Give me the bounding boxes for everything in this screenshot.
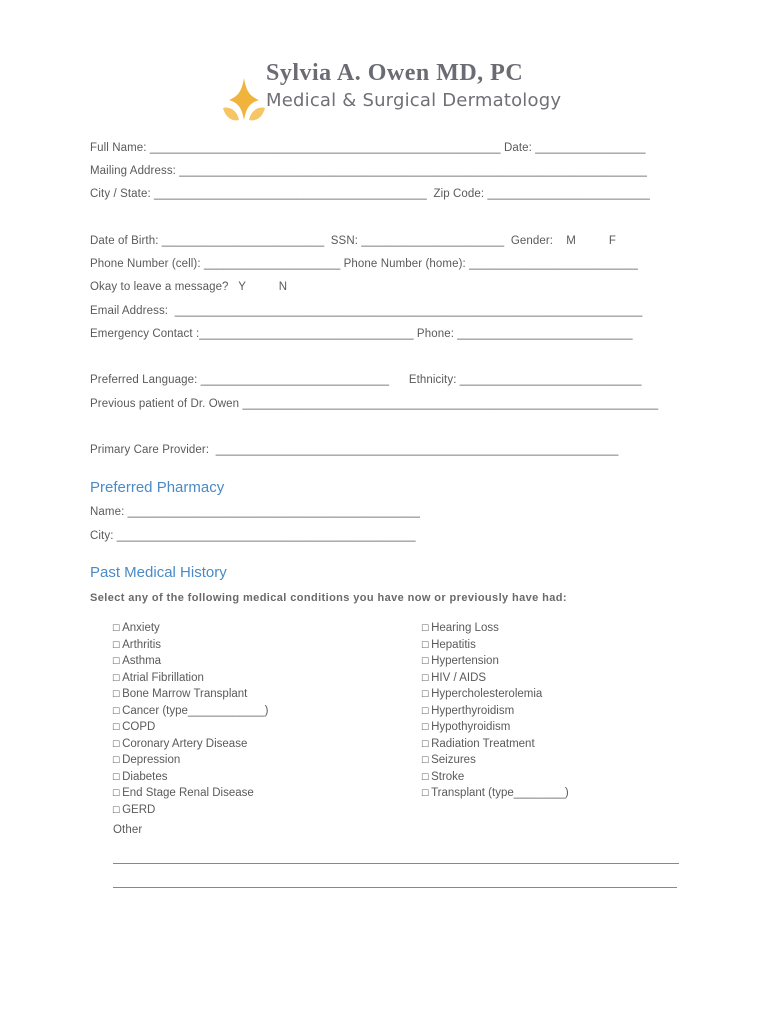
- condition-item[interactable]: [421, 770, 569, 787]
- checkbox-icon[interactable]: ☐: [421, 640, 430, 651]
- checkbox-icon[interactable]: ☐: [112, 789, 121, 799]
- condition-item[interactable]: [112, 786, 269, 803]
- checkbox-icon[interactable]: ☐: [421, 690, 430, 700]
- checkbox-icon[interactable]: ☐: [112, 805, 121, 816]
- condition-label: Cancer (type____________): [122, 704, 269, 717]
- checkbox-icon[interactable]: ☐: [421, 706, 430, 717]
- primary-care-field[interactable]: Primary Care Provider: ______________________________________________________________: [90, 444, 619, 456]
- condition-label: Transplant (type________): [431, 787, 569, 799]
- checkbox-icon[interactable]: ☐: [112, 772, 121, 783]
- condition-label: Stroke: [431, 770, 465, 783]
- logo: [210, 58, 260, 112]
- dob-ssn-gender-field[interactable]: Date of Birth: _________________________ SSN: ______________________ Gender: M F: [90, 235, 617, 247]
- condition-label: Hypercholesterolemia: [431, 688, 543, 700]
- message-field[interactable]: Okay to leave a message? Y N: [90, 281, 288, 293]
- condition-label: Diabetes: [122, 770, 168, 783]
- condition-label: HIV / AIDS: [431, 671, 487, 684]
- checkbox-icon[interactable]: ☐: [112, 756, 121, 766]
- condition-label: Seizures: [431, 754, 476, 766]
- condition-label: COPD: [122, 721, 156, 733]
- other-line-1[interactable]: [113, 863, 679, 864]
- pharmacy-city-field[interactable]: City: ______________________________________________: [90, 530, 416, 542]
- condition-item[interactable]: [421, 638, 569, 655]
- condition-item[interactable]: [112, 654, 269, 671]
- other-label: Other: [113, 824, 143, 836]
- condition-item[interactable]: [421, 704, 569, 721]
- conditions-left-column: [112, 621, 269, 819]
- checkbox-icon[interactable]: ☐: [112, 723, 121, 733]
- condition-item[interactable]: [421, 786, 569, 803]
- history-instruction: Select any of the following medical conditions you have now or previously have had:: [90, 592, 567, 604]
- mailing-address-field[interactable]: Mailing Address: ________________________________________________________________________: [90, 165, 647, 177]
- condition-item[interactable]: [112, 621, 269, 638]
- checkbox-icon[interactable]: ☐: [112, 706, 121, 717]
- condition-label: Hyperthyroidism: [431, 704, 515, 717]
- condition-label: Hypothyroidism: [431, 721, 511, 733]
- condition-label: Atrial Fibrillation: [122, 671, 204, 684]
- condition-item[interactable]: [421, 654, 569, 671]
- checkbox-icon[interactable]: ☐: [421, 772, 430, 783]
- condition-label: Radiation Treatment: [431, 737, 535, 750]
- previous-patient-field[interactable]: Previous patient of Dr. Owen ________________________________________________________________: [90, 398, 659, 410]
- phone-field[interactable]: Phone Number (cell): _____________________ Phone Number (home): __________________________: [90, 258, 639, 270]
- condition-item[interactable]: [421, 720, 569, 737]
- condition-label: End Stage Renal Disease: [122, 787, 254, 799]
- condition-item[interactable]: [112, 770, 269, 787]
- flower-logo-icon: [219, 76, 269, 130]
- condition-item[interactable]: [421, 671, 569, 688]
- condition-item[interactable]: [421, 687, 569, 704]
- condition-label: Anxiety: [122, 622, 160, 634]
- full-name-field[interactable]: Full Name: ______________________________________________________ Date: _________________: [90, 142, 646, 154]
- condition-label: Hearing Loss: [431, 622, 499, 634]
- condition-label: Asthma: [122, 655, 162, 667]
- condition-item[interactable]: [112, 638, 269, 655]
- history-section-title: Past Medical History: [90, 564, 227, 581]
- condition-item[interactable]: [421, 737, 569, 754]
- condition-label: GERD: [122, 803, 156, 816]
- condition-label: Bone Marrow Transplant: [122, 688, 248, 700]
- condition-label: Hepatitis: [431, 638, 476, 651]
- pharmacy-name-field[interactable]: Name: _____________________________________________: [90, 506, 420, 518]
- condition-item[interactable]: [112, 737, 269, 754]
- condition-item[interactable]: [112, 704, 269, 721]
- condition-label: Depression: [122, 754, 181, 766]
- email-field[interactable]: Email Address: ________________________________________________________________________: [90, 305, 643, 317]
- condition-item[interactable]: [112, 671, 269, 688]
- checkbox-icon[interactable]: ☐: [421, 739, 430, 750]
- condition-item[interactable]: [112, 753, 269, 770]
- checkbox-icon[interactable]: ☐: [421, 789, 430, 799]
- condition-item[interactable]: [112, 720, 269, 737]
- checkbox-icon[interactable]: ☐: [421, 756, 430, 766]
- practice-subtitle: Medical & Surgical Dermatology: [266, 90, 562, 111]
- checkbox-icon[interactable]: ☐: [421, 673, 430, 684]
- condition-item[interactable]: [421, 753, 569, 770]
- checkbox-icon[interactable]: ☐: [112, 657, 121, 667]
- checkbox-icon[interactable]: ☐: [421, 657, 430, 667]
- condition-item[interactable]: [112, 803, 269, 820]
- other-line-2[interactable]: [113, 887, 677, 888]
- condition-label: Hypertension: [431, 655, 499, 667]
- practice-name: Sylvia A. Owen MD, PC: [266, 60, 524, 86]
- checkbox-icon[interactable]: ☐: [112, 690, 121, 700]
- condition-item[interactable]: [421, 621, 569, 638]
- checkbox-icon[interactable]: ☐: [421, 624, 430, 634]
- checkbox-icon[interactable]: ☐: [112, 640, 121, 651]
- pharmacy-section-title: Preferred Pharmacy: [90, 479, 225, 496]
- condition-item[interactable]: [112, 687, 269, 704]
- checkbox-icon[interactable]: ☐: [421, 723, 430, 733]
- emergency-contact-field[interactable]: Emergency Contact :_________________________________ Phone: ___________________________: [90, 328, 633, 340]
- language-ethnicity-field[interactable]: Preferred Language: _____________________________ Ethnicity: ____________________________: [90, 374, 642, 386]
- condition-label: Coronary Artery Disease: [122, 737, 248, 750]
- condition-label: Arthritis: [122, 638, 162, 651]
- checkbox-icon[interactable]: ☐: [112, 673, 121, 684]
- checkbox-icon[interactable]: ☐: [112, 624, 121, 634]
- city-state-field[interactable]: City / State: __________________________________________ Zip Code: _________________________: [90, 188, 650, 200]
- checkbox-icon[interactable]: ☐: [112, 739, 121, 750]
- conditions-right-column: [421, 621, 569, 803]
